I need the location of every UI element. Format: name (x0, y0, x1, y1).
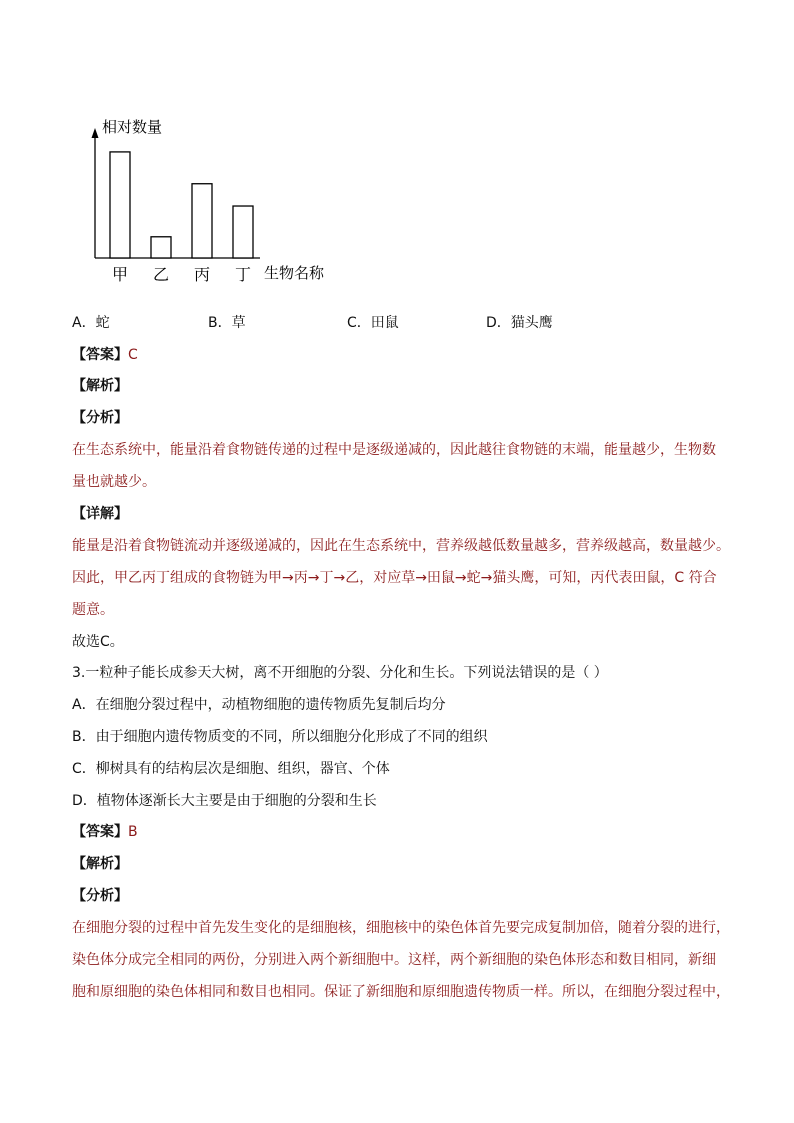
answer-line (72, 345, 138, 365)
q3-jiexi-label: 【解析】 (72, 856, 128, 872)
xiangjie-label: 【详解】 (72, 506, 128, 522)
bar-3 (233, 206, 253, 258)
q3-option-a: A．在细胞分裂过程中，动植物细胞的遗传物质先复制后均分 (72, 697, 446, 713)
q3-fenxi-line-3: 胞和原细胞的染色体相同和数目也相同。保证了新细胞和原细胞遗传物质一样。所以，在细胞分裂过程中， (72, 984, 730, 1000)
fenxi-label: 【分析】 (72, 410, 128, 426)
x-tick-label: 乙 (152, 265, 170, 284)
q3-fenxi-line-2: 染色体分成完全相同的两份，分别进入两个新细胞中。这样，两个新细胞的染色体形态和数目相同，新细 (72, 952, 716, 968)
conclusion: 故选C。 (72, 634, 124, 650)
q3-answer-value: B (128, 824, 138, 840)
q3-answer-line (72, 822, 138, 842)
q3-option-d: D．植物体逐渐长大主要是由于细胞的分裂和生长 (72, 793, 377, 809)
answer-label: 【答案】 (72, 347, 128, 363)
detail-line-1: 能量是沿着食物链流动并逐级递减的，因此在生态系统中，营养级越低数量越多，营养级越高，数量越少。 (72, 538, 730, 554)
x-tick-label: 丁 (234, 265, 252, 284)
x-tick-label: 甲 (111, 265, 129, 284)
option-d: D．猫头鹰 (486, 315, 553, 331)
bar-2 (192, 184, 212, 258)
option-c: C．田鼠 (347, 315, 399, 331)
q3-fenxi-label: 【分析】 (72, 888, 128, 904)
q3-option-b: B．由于细胞内遗传物质变的不同，所以细胞分化形成了不同的组织 (72, 729, 488, 745)
bar-1 (151, 237, 171, 258)
bar-chart (80, 110, 350, 290)
x-tick-label: 丙 (193, 265, 211, 284)
q3-stem: 3.一粒种子能长成参天大树，离不开细胞的分裂、分化和生长。下列说法错误的是（ ） (72, 665, 608, 681)
option-a: A．蛇 (72, 315, 110, 331)
option-b: B．草 (208, 315, 246, 331)
q3-option-c: C．柳树具有的结构层次是细胞、组织，器官、个体 (72, 761, 390, 777)
y-axis-arrow (92, 128, 99, 138)
y-axis-label: 相对数量 (102, 118, 163, 136)
answer-value: C (128, 347, 138, 363)
q3-answer-label: 【答案】 (72, 824, 128, 840)
fenxi-text-line-2: 量也就越少。 (72, 474, 156, 490)
fenxi-text-line-1: 在生态系统中，能量沿着食物链传递的过程中是逐级递减的，因此越往食物链的末端，能量越少，生物数 (72, 442, 716, 458)
jiexi-label: 【解析】 (72, 378, 128, 394)
x-axis-label: 生物名称 (264, 264, 325, 282)
detail-line-2: 因此，甲乙丙丁组成的食物链为甲→丙→丁→乙，对应草→田鼠→蛇→猫头鹰，可知，丙代表田鼠，C 符合 (72, 570, 717, 586)
detail-line-3: 题意。 (72, 602, 114, 618)
bar-0 (110, 152, 130, 258)
q3-fenxi-line-1: 在细胞分裂的过程中首先发生变化的是细胞核，细胞核中的染色体首先要完成复制加倍，随着分裂的进行， (72, 920, 730, 936)
